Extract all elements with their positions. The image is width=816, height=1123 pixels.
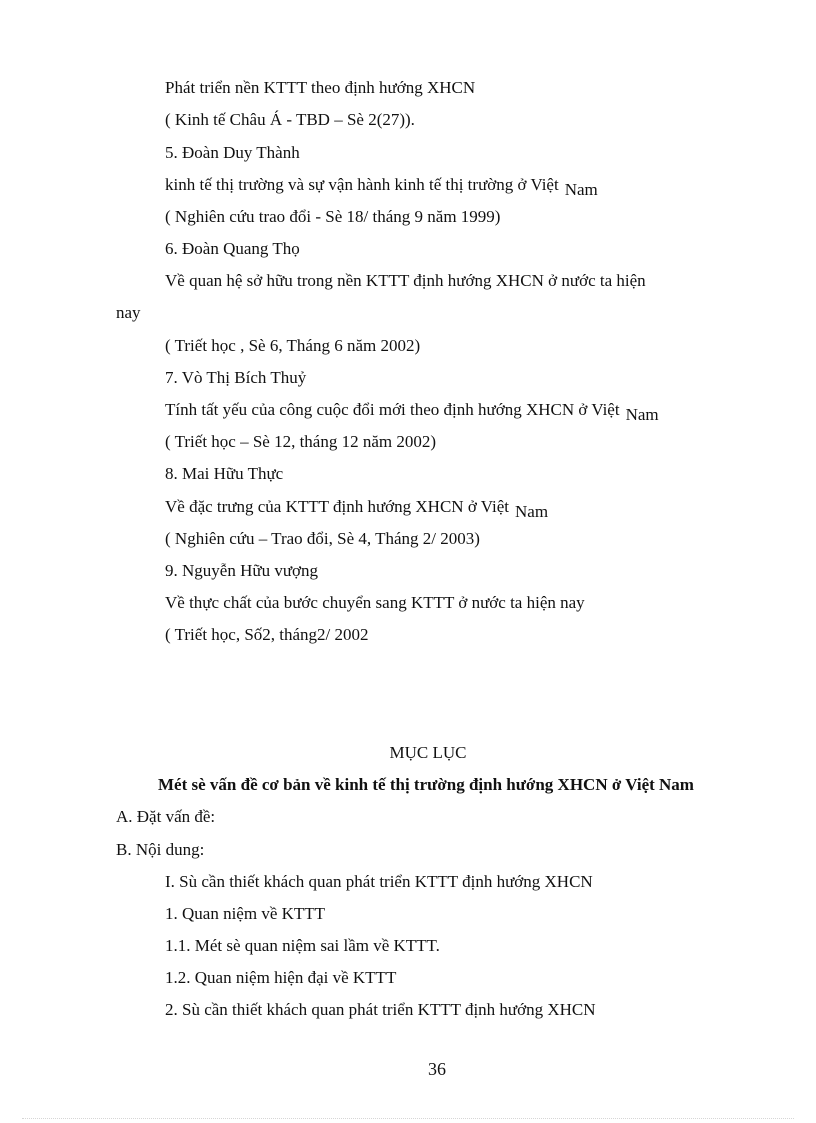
toc-subtitle: Mét sè vấn đề cơ bản về kinh tế thị trường định hướng XHCN ở Việt Nam: [158, 775, 694, 794]
toc-item: 1. Quan niệm về KTTT: [165, 904, 326, 923]
toc-heading: MỤC LỤC: [389, 743, 467, 762]
reference-author: 9. Nguyễn Hữu vượng: [165, 561, 319, 580]
toc-item: 1.1. Mét sè quan niệm sai lầm về KTTT.: [165, 936, 440, 955]
reference-title-end: Nam: [564, 180, 598, 199]
reference-author: 7. Vò Thị Bích Thuỷ: [165, 368, 307, 387]
reference-title-line: [165, 175, 598, 199]
toc-item: 2. Sù cần thiết khách quan phát triển KTTT định hướng XHCN: [165, 1000, 596, 1019]
reference-source: ( Kinh tế Châu Á - TBD – Sè 2(27)).: [165, 110, 415, 129]
reference-author: 6. Đoàn Quang Thọ: [165, 239, 300, 258]
bottom-divider: [22, 1118, 794, 1119]
reference-source: ( Triết học, Số2, tháng2/ 2002: [165, 625, 369, 644]
reference-title: Phát triển nền KTTT theo định hướng XHCN: [165, 78, 476, 97]
reference-title-line: [165, 497, 549, 521]
reference-author: 5. Đoàn Duy Thành: [165, 143, 300, 162]
reference-author: 8. Mai Hữu Thực: [165, 464, 284, 483]
reference-title-line: [165, 400, 659, 424]
reference-title-continuation: nay: [116, 303, 141, 322]
reference-source: ( Triết học , Sè 6, Tháng 6 năm 2002): [165, 336, 421, 355]
reference-source: ( Nghiên cứu – Trao đổi, Sè 4, Tháng 2/ 2003): [165, 529, 480, 548]
toc-item: 1.2. Quan niệm hiện đại về KTTT: [165, 968, 397, 987]
toc-item: B. Nội dung:: [116, 840, 205, 859]
toc-item: I. Sù cần thiết khách quan phát triển KTTT định hướng XHCN: [165, 872, 593, 891]
reference-title: Về thực chất của bước chuyển sang KTTT ở nước ta hiện nay: [165, 593, 585, 612]
reference-title: kinh tế thị trường và sự vận hành kinh tế thị trường ở Việt: [165, 175, 559, 194]
reference-source: ( Nghiên cứu trao đổi - Sè 18/ tháng 9 năm 1999): [165, 207, 501, 226]
reference-title: Về đặc trưng của KTTT định hướng XHCN ở Việt: [165, 497, 510, 516]
reference-title-end: Nam: [515, 502, 549, 521]
reference-source: ( Triết học – Sè 12, tháng 12 năm 2002): [165, 432, 437, 451]
reference-title-end: Nam: [625, 405, 659, 424]
page-number: 36: [428, 1059, 446, 1079]
reference-title: Về quan hệ sở hữu trong nền KTTT định hướng XHCN ở nước ta hiện: [165, 271, 646, 290]
reference-title: Tính tất yếu của công cuộc đổi mới theo định hướng XHCN ở Việt: [165, 400, 620, 419]
toc-item: A. Đặt vấn đề:: [116, 807, 216, 826]
